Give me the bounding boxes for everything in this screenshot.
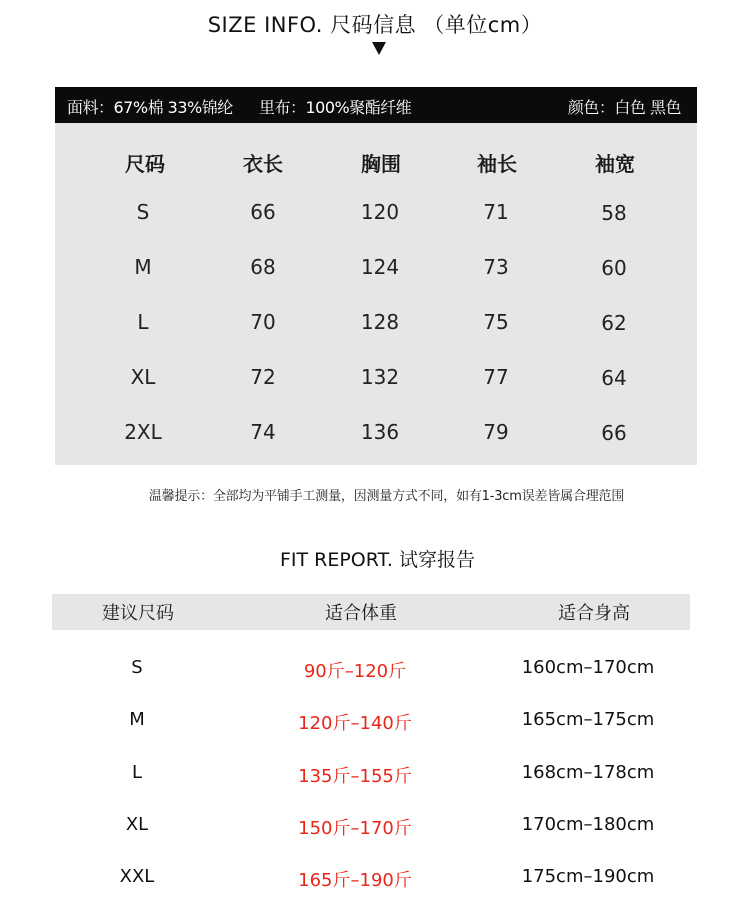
lining-info: 里布：100%聚酯纤维 xyxy=(259,98,412,117)
length-cell: 72 xyxy=(250,365,276,389)
weight-cell: 120斤–140斤 xyxy=(298,713,412,734)
column-header: 胸围 xyxy=(361,152,401,176)
chest-cell: 128 xyxy=(360,310,400,334)
chest-cell: 124 xyxy=(360,255,400,279)
height-cell: 175cm–190cm xyxy=(521,866,655,887)
size-cell: S xyxy=(131,657,143,678)
measurement-note: 温馨提示：全部均为平铺手工测量，因测量方式不同，如有1-3cm误差皆属合理范围 xyxy=(148,489,625,504)
size-table xyxy=(55,123,697,465)
weight-cell: 150斤–170斤 xyxy=(298,818,412,839)
sleeve-length-cell: 73 xyxy=(483,255,509,279)
column-header: 袖长 xyxy=(477,152,517,176)
sleeve-width-cell: 58 xyxy=(601,201,627,225)
sleeve-width-cell: 62 xyxy=(601,311,627,335)
chest-cell: 132 xyxy=(360,365,400,389)
chest-cell: 120 xyxy=(360,200,400,224)
size-cell: L xyxy=(137,310,149,334)
column-header: 尺码 xyxy=(125,152,165,176)
weight-cell: 135斤–155斤 xyxy=(298,766,412,787)
fit-table-header xyxy=(52,594,690,630)
size-cell: L xyxy=(131,762,143,783)
column-header: 适合体重 xyxy=(325,603,397,624)
length-cell: 70 xyxy=(250,310,276,334)
length-cell: 74 xyxy=(250,420,276,444)
length-cell: 68 xyxy=(250,255,276,279)
column-header: 袖宽 xyxy=(595,152,635,176)
sleeve-width-cell: 64 xyxy=(601,366,627,390)
height-cell: 168cm–178cm xyxy=(521,762,655,783)
size-cell: M xyxy=(134,255,152,279)
size-cell: M xyxy=(129,709,145,730)
weight-cell: 90斤–120斤 xyxy=(303,661,407,682)
height-cell: 165cm–175cm xyxy=(521,709,655,730)
color-info: 颜色：白色 黑色 xyxy=(567,98,681,117)
sleeve-length-cell: 77 xyxy=(483,365,509,389)
size-cell: 2XL xyxy=(124,420,162,444)
height-cell: 170cm–180cm xyxy=(521,814,655,835)
size-cell: XXL xyxy=(119,866,155,887)
sleeve-length-cell: 71 xyxy=(483,200,509,224)
sleeve-length-cell: 75 xyxy=(483,310,509,334)
size-cell: S xyxy=(136,200,150,224)
size-info-title: SIZE INFO. 尺码信息 （单位cm） xyxy=(207,13,543,37)
fabric-info: 面料：67%棉 33%锦纶 xyxy=(67,98,233,117)
down-arrow-icon xyxy=(372,42,386,55)
fit-report-title: FIT REPORT. 试穿报告 xyxy=(279,549,476,571)
column-header: 建议尺码 xyxy=(102,603,174,624)
size-cell: XL xyxy=(125,814,149,835)
material-bar xyxy=(55,87,697,123)
height-cell: 160cm–170cm xyxy=(521,657,655,678)
weight-cell: 165斤–190斤 xyxy=(298,870,412,891)
column-header: 适合身高 xyxy=(558,603,630,624)
sleeve-width-cell: 66 xyxy=(601,421,627,445)
sleeve-width-cell: 60 xyxy=(601,256,627,280)
column-header: 衣长 xyxy=(243,152,283,176)
sleeve-length-cell: 79 xyxy=(483,420,509,444)
length-cell: 66 xyxy=(250,200,276,224)
chest-cell: 136 xyxy=(360,420,400,444)
size-cell: XL xyxy=(130,365,156,389)
